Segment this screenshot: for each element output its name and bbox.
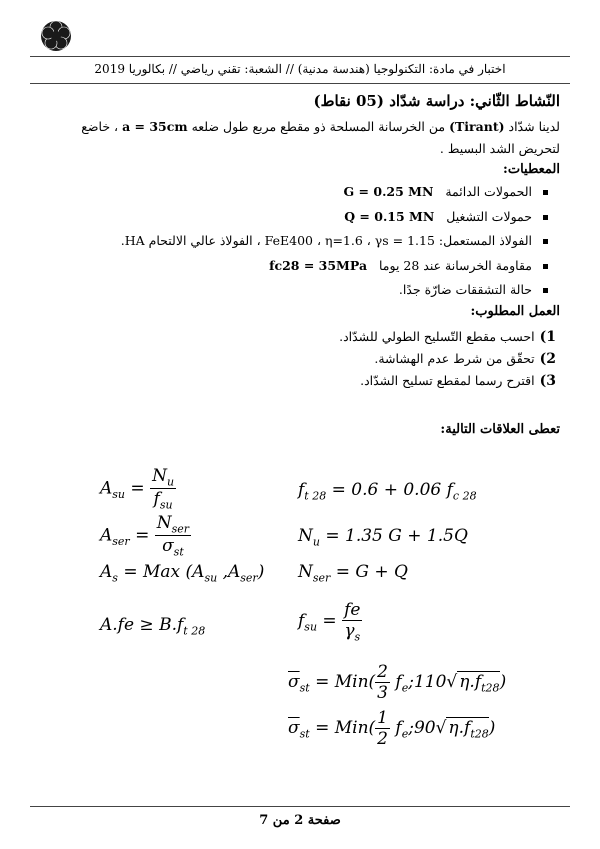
given-item: الحمولات الدائمة G = 0.25 MN bbox=[40, 180, 560, 205]
exam-header: اختبار في مادة: التكنولوجيا (هندسة مدنية) // الشعبة: تقني رياضي // بكالوريا 2019 bbox=[30, 56, 570, 84]
formula-sigma-st-2: $\overline{\sigma}_{st} = Min$( $\frac{1}{2}$ $f_e;90√$ $\eta.f_{t28}$) bbox=[288, 708, 496, 749]
section-title: النّشاط الثّاني: دراسة شدّاد (05 نقاط) bbox=[313, 92, 560, 110]
required-item: 1)احسب مقطع التّسليح الطولي للشدّاد. bbox=[339, 329, 556, 345]
required-item: 3)اقترح رسما لمقطع تسليح الشدّاد. bbox=[360, 373, 556, 389]
relations-label: تعطى العلاقات التالية: bbox=[440, 422, 560, 437]
formula-ft28: $f_{t 28} = 0.6 + 0.06$ $f_{c 28}$ bbox=[298, 480, 477, 503]
formula-aser: $A_{ser}$ = $\frac{N_{ser}}{\overline{\sigma}_{st}}$ bbox=[100, 513, 190, 559]
institution-logo bbox=[40, 20, 72, 52]
given-label: المعطيات: bbox=[503, 162, 560, 177]
page-footer: صفحة 2 من 7 bbox=[30, 806, 570, 837]
formula-asu: $A_{su}$ = $\frac{N_u}{f_{su}}$ bbox=[100, 466, 175, 512]
formula-nu: $N_u = 1.35$ G + 1.5Q bbox=[298, 526, 468, 549]
required-list-container bbox=[40, 326, 560, 392]
formula-fsu: $f_{su}$ = $\frac{fe}{\gamma_s}$ bbox=[298, 600, 361, 644]
formula-afe: $A.fe \ge B.f_{t 28}$ bbox=[100, 615, 206, 638]
intro-text-2: من الخرسانة المسلحة ذو مقطع مربع طول ضلعه bbox=[191, 119, 446, 134]
given-list-container bbox=[40, 180, 560, 303]
intro-tirant: (Tirant) bbox=[449, 119, 505, 134]
intro-dimension: a = 35cm bbox=[122, 119, 188, 134]
formula-as: $A_s$ = Max ($A_{su}$ $,A_{ser}$) bbox=[100, 562, 265, 585]
given-list bbox=[40, 180, 560, 303]
intro-paragraph bbox=[40, 116, 560, 160]
given-item: مقاومة الخرسانة عند 28 يوما fc28 = 35MPa bbox=[40, 254, 560, 279]
given-item: حالة التشققات ضارّة جدًا. bbox=[40, 278, 560, 303]
given-item: حمولات التشغيل Q = 0.15 MN bbox=[40, 205, 560, 230]
given-item: الفولاذ المستعمل: FeE400 ، η=1.6 ، γs = 1.15 ، الفولاذ عالي الالتحام HA. bbox=[40, 229, 560, 254]
intro-text-3: ، خاضع لتحريض الشد البسيط . bbox=[81, 119, 560, 156]
intro-text-1: لدينا شدّاد bbox=[508, 119, 560, 134]
required-label: العمل المطلوب: bbox=[470, 304, 560, 319]
formula-sigma-st-1: $\overline{\sigma}_{st} = Min$( $\frac{2}{3}$ $f_e;110√$ $\eta.f_{t28}$) bbox=[288, 662, 507, 703]
formula-nser: $N_{ser} = G + Q$ bbox=[298, 562, 408, 585]
required-list bbox=[40, 326, 560, 392]
required-item: 2)تحقّق من شرط عدم الهشاشة. bbox=[374, 351, 556, 367]
